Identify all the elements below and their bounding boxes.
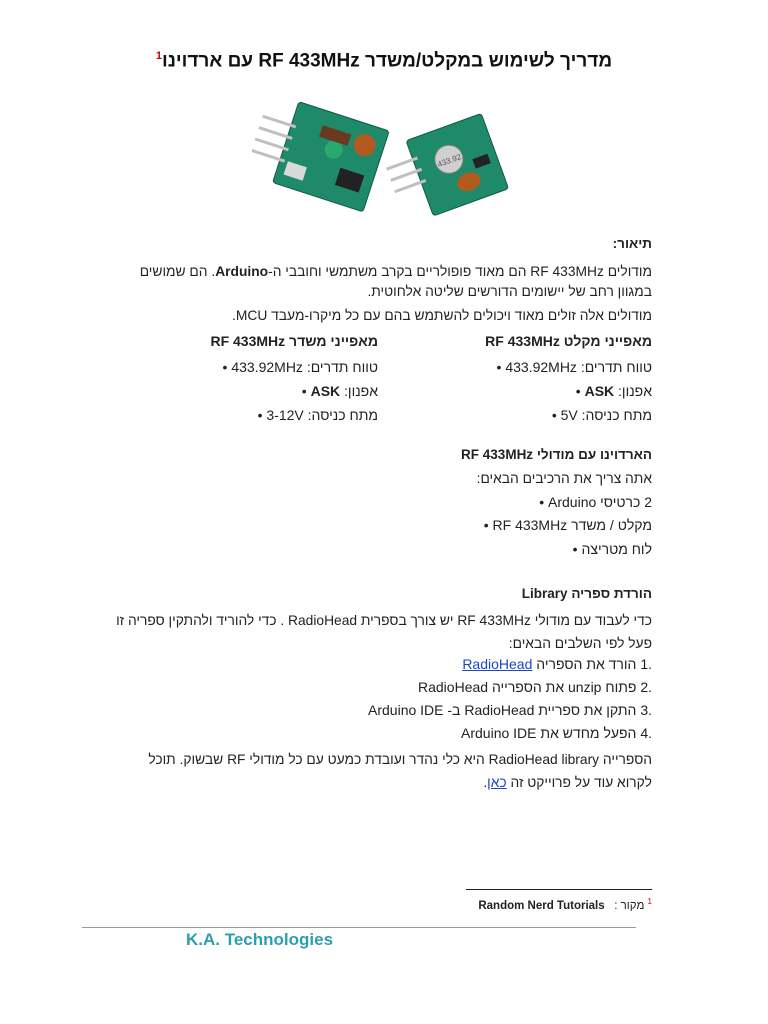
receiver-mod (576, 383, 652, 399)
arduino-section-intro: אתה צריך את הרכיבים הבאים: (476, 471, 652, 486)
description-paragraph-1 (112, 262, 652, 301)
crystal-label: 433.92 (436, 152, 463, 170)
receiver-module-image (252, 98, 389, 212)
arduino-bold: Arduino (215, 264, 269, 279)
receiver-specs (452, 333, 652, 433)
step-4-number: .4 (640, 725, 652, 741)
transmitter-volt (258, 407, 378, 423)
transmitter-mod-label: אפנון: (344, 383, 378, 399)
component-item-1: 2 כרטיסי Arduino • (539, 494, 652, 510)
radiohead-download-link[interactable]: RadioHead (462, 656, 533, 672)
step-4-text: הפעל מחדש את Arduino IDE (461, 725, 637, 741)
step-3-text: התקן את ספריית RadioHead ב- Arduino IDE (368, 702, 637, 718)
description-text-a: מודולים RF 433MHz הם מאוד פופולריים בקרב משתמשי וחובבי ה- (268, 264, 652, 279)
title-footnote-mark: 1 (155, 50, 162, 62)
component-item-3: לוח מטריצה • (573, 541, 652, 557)
description-heading: תיאור: (612, 236, 652, 251)
transmitter-mod-value: ASK (310, 383, 341, 399)
footer-brand: K.A. Technologies (186, 930, 334, 949)
library-section-heading: הורדת ספריה Library (521, 586, 652, 601)
library-intro: כדי לעבוד עם מודולי RF 433MHz יש צורך בספרית RadioHead . כדי להוריד ולהתקין ספריה זו פעל לפי השלבים הבאים: (116, 613, 652, 651)
description-text-b: . הם שמושים במגוון רחב של יישומים הדורשים שליטה אלחוטית. (139, 264, 652, 299)
receiver-mod-label: אפנון: (618, 383, 652, 399)
receiver-volt-value: 5V (560, 407, 578, 423)
transmitter-freq-value: 433.92MHz (231, 359, 303, 375)
receiver-mod-value: ASK (584, 383, 615, 399)
footer-divider (82, 927, 636, 928)
transmitter-volt-value: 3-12V (266, 407, 304, 423)
receiver-volt-label: מתח כניסה: (581, 407, 652, 423)
step-2-number: .2 (640, 679, 652, 695)
footnote-separator (466, 889, 652, 890)
transmitter-specs (178, 333, 378, 433)
receiver-heading: מאפייני מקלט RF 433MHz (485, 333, 652, 349)
transmitter-freq-label: טווח תדרים: (306, 359, 378, 375)
step-1-number: .1 (640, 656, 652, 672)
project-read-more-link[interactable]: כאן (487, 775, 507, 790)
product-photos (252, 98, 517, 223)
rf-modules-illustration (252, 98, 517, 223)
component-item-2: מקלט / משדר RF 433MHz • (484, 517, 652, 533)
step-2-text: פתוח unzip את הספרייה RadioHead (418, 679, 637, 695)
receiver-volt (552, 407, 652, 423)
page-title-text: מדריך לשימוש במקלט/משדר RF 433MHz עם ארדוינו (161, 50, 613, 72)
receiver-freq-value: 433.92MHz (505, 359, 577, 375)
library-closing-paragraph (112, 748, 652, 794)
arduino-section-heading: הארדוינו עם מודולי RF 433MHz (461, 447, 652, 462)
footnote-label: מקור : (614, 899, 645, 912)
receiver-freq-label: טווח תדרים: (580, 359, 652, 375)
library-step-3 (368, 702, 652, 718)
library-step-4 (461, 725, 652, 741)
description-paragraph-2: מודולים אלה זולים מאוד ויכולים להשתמש בהם עם כל מיקרו-מעבד MCU. (232, 308, 652, 323)
transmitter-mod (302, 383, 378, 399)
library-step-1 (462, 656, 652, 672)
receiver-freq (497, 359, 652, 375)
transmitter-module-image (380, 113, 509, 223)
transmitter-volt-label: מתח כניסה: (307, 407, 378, 423)
footnote-source: Random Nerd Tutorials (478, 899, 605, 912)
transmitter-freq (223, 359, 378, 375)
footnote-mark: 1 (647, 897, 652, 906)
page-title (0, 50, 768, 72)
footnote (478, 897, 652, 912)
closing-period: . (483, 775, 488, 790)
closing-text: הספרייה RadioHead library היא כלי נהדר ועובדת כמעט עם כל מודולי RF שבשוק. תוכל לקרוא עוד על פרוייקט זה (148, 752, 652, 790)
step-1-text: הורד את הספריה (536, 656, 637, 672)
transmitter-heading: מאפייני משדר RF 433MHz (210, 333, 378, 349)
step-3-number: .3 (640, 702, 652, 718)
library-step-2 (418, 679, 652, 695)
